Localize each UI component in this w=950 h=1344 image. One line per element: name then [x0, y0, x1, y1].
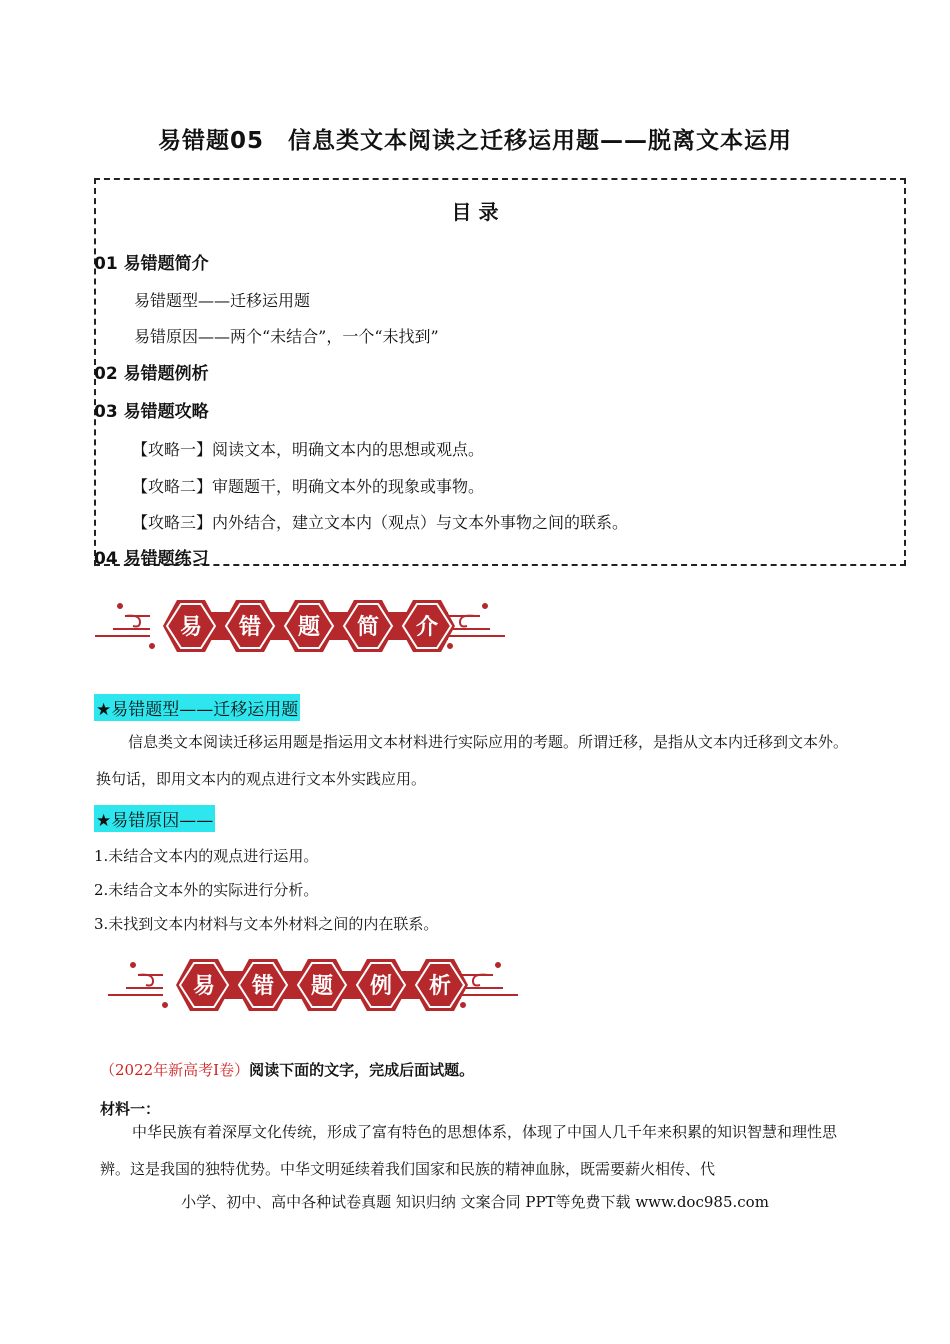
type-heading: ★易错题型——迁移运用题	[94, 694, 300, 721]
toc-sub-2[interactable]: 易错原因——两个“未结合”，一个“未找到”	[134, 327, 439, 346]
page-footer: 小学、初中、高中各种试卷真题 知识归纳 文案合同 PPT等免费下载 www.doc985.com	[181, 1193, 769, 1211]
banner-character: 题	[310, 974, 334, 999]
section-banner-intro	[95, 596, 510, 656]
banner-scroll-right-icon	[460, 963, 518, 1007]
banner-character: 析	[428, 974, 452, 999]
source-year: （2022年新高考Ⅰ卷）	[100, 1061, 250, 1079]
reason-item: 3.未找到文本内材料与文本外材料之间的内在联系。	[94, 915, 439, 933]
banner-scroll-right-icon	[447, 604, 505, 648]
reason-item: 1.未结合文本内的观点进行运用。	[94, 847, 319, 865]
banner-character: 介	[415, 615, 439, 640]
toc-section-3[interactable]: 03 易错题攻略	[94, 402, 209, 422]
material-paragraph: 中华民族有着深厚文化传统，形成了富有特色的思想体系，体现了中国人几千年来积累的知识智慧和理性思辨。这是我国的独特优势。中华文明延续着我们国家和民族的精神血脉，既需要薪火相传、代	[100, 1123, 838, 1178]
toc-title: 目 录	[451, 200, 499, 224]
banner-character: 例	[369, 974, 393, 999]
source-instruction: 阅读下面的文字，完成后面试题。	[249, 1061, 475, 1079]
banner-character: 错	[238, 615, 262, 640]
toc-section-4[interactable]: 04 易错题练习	[94, 549, 209, 569]
banner-character: 题	[297, 615, 321, 640]
toc-section-1[interactable]: 01 易错题简介	[94, 254, 209, 274]
reason-item: 2.未结合文本外的实际进行分析。	[94, 881, 319, 899]
banner-character: 错	[251, 974, 275, 999]
banner-scroll-left-icon	[108, 963, 167, 1007]
toc-box	[94, 178, 906, 566]
banner-character: 易	[179, 615, 203, 640]
toc-sub-1[interactable]: 易错题型——迁移运用题	[134, 291, 311, 310]
banner-character: 简	[356, 615, 380, 640]
toc-section-2[interactable]: 02 易错题例析	[94, 364, 209, 384]
toc-strategy-3[interactable]: 【攻略三】内外结合，建立文本内（观点）与文本外事物之间的联系。	[132, 513, 629, 532]
material-label: 材料一：	[100, 1100, 161, 1118]
toc-strategy-1[interactable]: 【攻略一】阅读文本，明确文本内的思想或观点。	[132, 440, 485, 459]
type-paragraph: 信息类文本阅读迁移运用题是指运用文本材料进行实际应用的考题。所谓迁移，是指从文本内迁移到文本外。换句话，即用文本内的观点进行文本外实践应用。	[96, 733, 849, 788]
section-banner-examples	[108, 955, 523, 1015]
toc-strategy-2[interactable]: 【攻略二】审题题干，明确文本外的现象或事物。	[132, 477, 485, 496]
question-source	[100, 1059, 474, 1080]
page-title: 易错题05 信息类文本阅读之迁移运用题——脱离文本运用	[157, 128, 792, 154]
banner-character: 易	[192, 974, 216, 999]
reason-heading: ★易错原因——	[94, 805, 215, 832]
banner-scroll-left-icon	[95, 604, 154, 648]
